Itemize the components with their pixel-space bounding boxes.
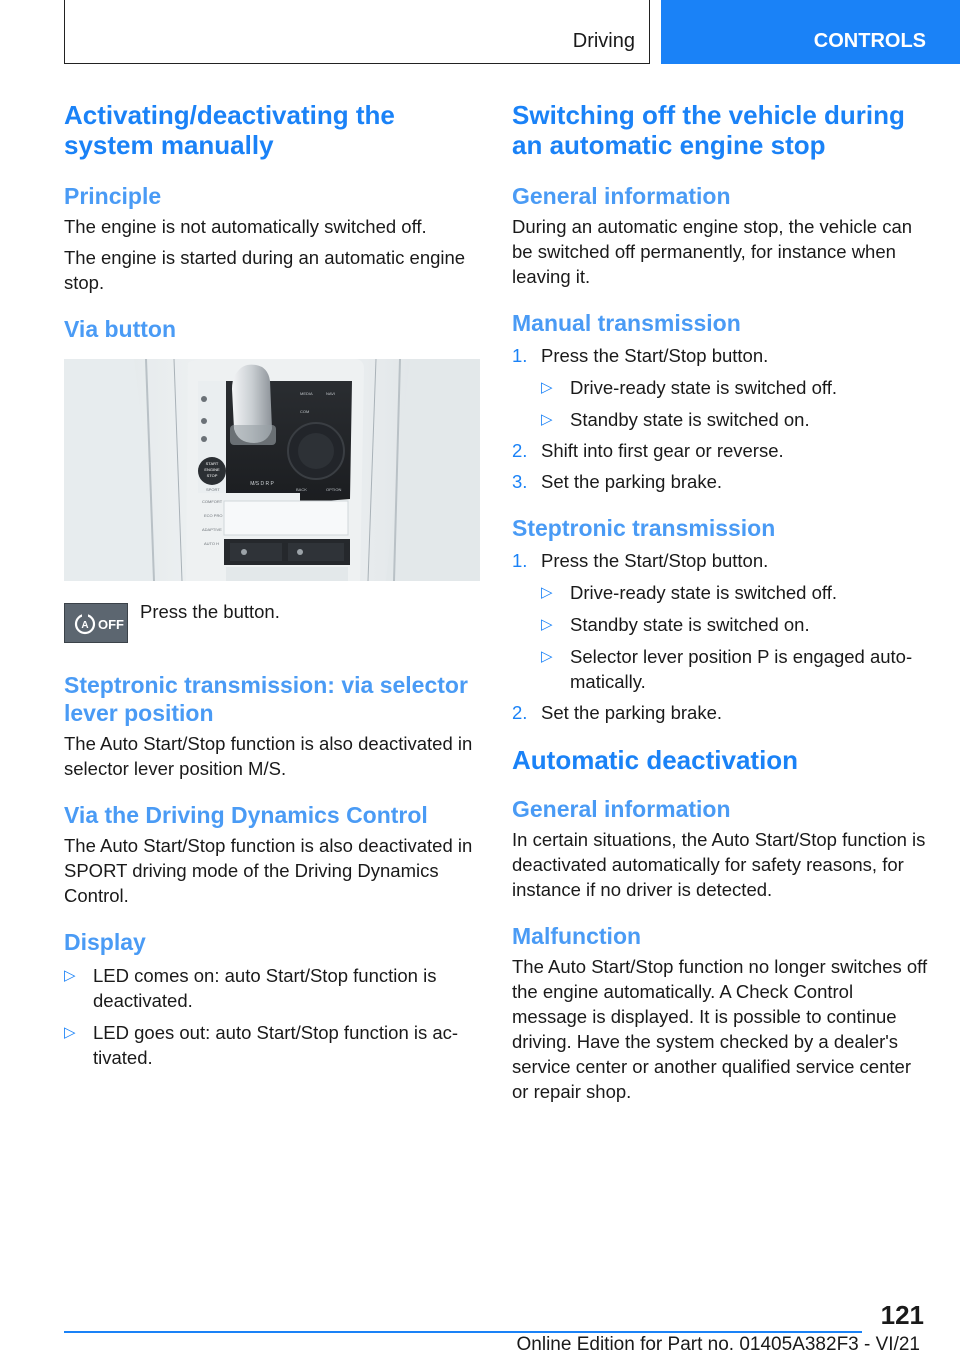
left-column (64, 100, 482, 1070)
mode-auto-h: AUTO H (204, 541, 220, 546)
mode-sport: SPORT (206, 487, 220, 492)
page-number: 121 (880, 1300, 924, 1330)
press-button-caption: Press the button. (140, 601, 280, 622)
steptronic-selector-paragraph: The Auto Start/Stop function is also deactivated in selector lever position M/S. (64, 733, 473, 779)
heading-manual-transmission: Manual transmission (512, 310, 741, 336)
auto-start-stop-off-icon (64, 603, 128, 643)
list-item: ▷ Standby state is switched on. (541, 614, 810, 635)
auto-deactivation-paragraph: In certain situations, the Auto Start/Stop function is deactivated automatically for safety reasons, for instance if no driver is detected. (512, 829, 926, 900)
start-stop-label-1: START (205, 461, 219, 466)
start-stop-label-2: ENGINE (204, 467, 220, 472)
list-item: ▷ Selector lever position P is engaged auto‐ matically. (541, 646, 913, 692)
off-label: OFF (98, 617, 124, 632)
list-item: ▷ Standby state is switched on. (541, 409, 810, 430)
principle-paragraph-2: The engine is started during an automatic engine stop. (64, 247, 466, 293)
auto-start-stop-off-symbol (65, 604, 129, 644)
list-item: 3. Set the parking brake. (512, 471, 722, 492)
driving-dynamics-paragraph: The Auto Start/Stop function is also deactivated in SPORT driving mode of the Driving Dynamics Control. (64, 835, 473, 906)
heading-malfunction: Malfunction (512, 923, 642, 949)
mode-comfort: COMFORT (202, 499, 223, 504)
heading-principle: Principle (64, 183, 162, 209)
triangle-bullet-icon: ▷ (541, 616, 553, 633)
chapter-title[interactable]: CONTROLS (813, 30, 926, 52)
heading-automatic-deactivation: Automatic deactivation (512, 745, 799, 775)
display-list (64, 963, 482, 1070)
start-stop-label-3: STOP (206, 473, 218, 478)
principle-paragraph-1: The engine is not automatically switched off. (64, 216, 427, 237)
triangle-bullet-icon: ▷ (541, 648, 553, 665)
heading-driving-dynamics: Via the Driving Dynamics Control (64, 802, 428, 828)
triangle-bullet-icon: ▷ (64, 967, 76, 984)
manual-steps (512, 343, 928, 494)
list-item: 2. Shift into first gear or reverse. (512, 440, 784, 461)
general-information-paragraph: During an automatic engine stop, the vehicle can be switched off permanently, for instance when leaving it. (512, 216, 913, 287)
gear-indicator: M/S D R P (250, 481, 274, 487)
key-navi: NAVI (326, 391, 336, 396)
header-section-box (64, 0, 650, 64)
center-console-photo (64, 359, 480, 581)
list-item: ▷ LED comes on: auto Start/Stop function is deactivated. (64, 965, 437, 1011)
heading-steptronic-transmission: Steptronic transmission (512, 515, 776, 541)
key-option: OPTION (326, 487, 342, 492)
heading-switching-off: Switching off the vehicle during an automatic engine stop (512, 100, 905, 160)
malfunction-paragraph: The Auto Start/Stop function no longer switches off the engine automatically. A Check Control message is displayed. It is possible to continue driving. Have the system checked by a dealer's service center or another qualified service center or repair shop. (512, 956, 928, 1102)
list-item: 1. Press the Start/Stop button. (512, 550, 769, 571)
triangle-bullet-icon: ▷ (541, 584, 553, 601)
key-back: BACK (296, 487, 307, 492)
section-title: Driving (572, 30, 635, 52)
svg-text:A: A (81, 620, 89, 631)
triangle-bullet-icon: ▷ (541, 379, 553, 396)
list-item: ▷ LED goes out: auto Start/Stop function is ac‐ tivated. (64, 1022, 459, 1068)
mode-eco-pro: ECO PRO (204, 513, 223, 518)
list-item: ▷ Drive-ready state is switched off. (541, 582, 837, 603)
key-com: COM (300, 409, 310, 414)
heading-activating-deactivating: Activating/deactivating the system manually (64, 100, 395, 160)
key-media: MEDIA (300, 391, 313, 396)
heading-display: Display (64, 929, 146, 955)
list-item: 1. Press the Start/Stop button. (512, 345, 769, 366)
heading-general-information: General information (512, 183, 731, 209)
header-chapter-box[interactable] (661, 0, 960, 64)
list-item: ▷ Drive-ready state is switched off. (541, 377, 837, 398)
right-column (512, 100, 928, 1104)
heading-general-information-2: General information (512, 796, 731, 822)
mode-adaptive: ADAPTIVE (202, 527, 222, 532)
heading-via-button: Via button (64, 316, 177, 342)
button-caption-row (64, 599, 482, 647)
heading-steptronic-selector: Steptronic transmission: via selector lever position (64, 672, 468, 726)
triangle-bullet-icon: ▷ (541, 411, 553, 428)
triangle-bullet-icon: ▷ (64, 1024, 76, 1041)
list-item: 2. Set the parking brake. (512, 702, 722, 723)
steptronic-steps (512, 548, 928, 725)
footer-divider (64, 1331, 862, 1333)
edition-footer: Online Edition for Part no. 01405A382F3 - VI/21 (516, 1334, 920, 1355)
center-console-illustration (64, 359, 480, 581)
